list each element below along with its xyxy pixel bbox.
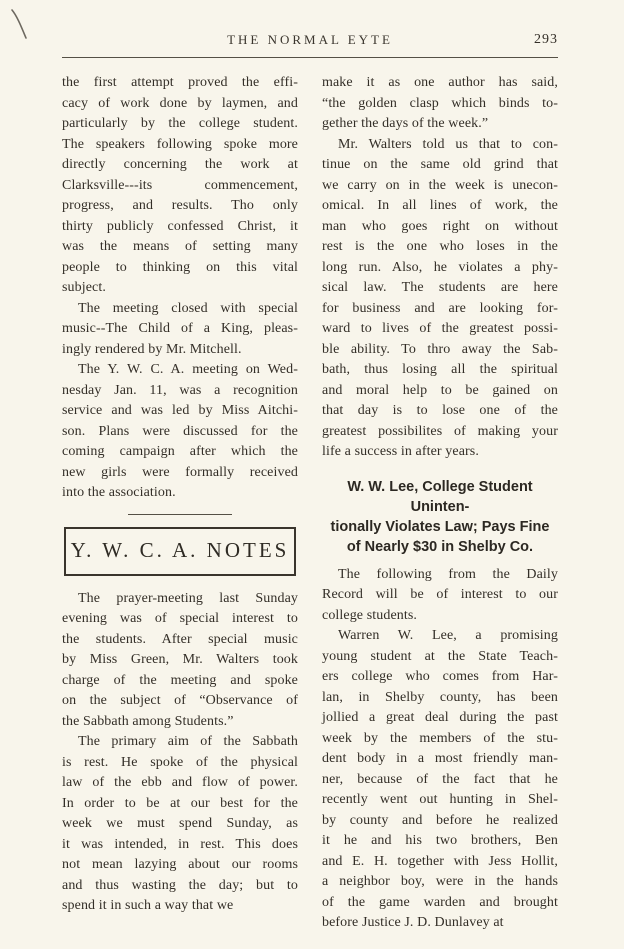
text-line: particularly by the college student. [62,116,298,131]
text-line: jollied a great deal during the past [322,710,558,725]
header-rule [62,57,558,58]
text-line: bath, thus losing all the spiritual [322,362,558,377]
text-line: for business and are looking for- [322,300,558,316]
text-line: recently went out hunting in Shel- [322,792,558,807]
text-line: it he and his two brothers, Ben [322,833,558,848]
text-line: The prayer-meeting last Sunday [78,590,298,606]
text-line: and thus wasting the day; but to [62,877,298,893]
text-line: “the golden clasp which binds to- [322,95,558,111]
text-line: we carry on in the week is unecon- [322,177,558,193]
text-line: cacy of work done by laymen, and [62,95,298,111]
article-end-divider [128,514,232,515]
paragraph [322,73,558,135]
section-heading-box: Y. W. C. A. NOTES [64,527,296,576]
text-line: subject. [62,280,106,295]
text-line: rest is the one who loses in the [322,239,558,254]
text-line: ble ability. To thro away the Sab- [322,341,558,357]
text-line: The speakers following spoke more [62,136,298,152]
right-column [322,73,558,934]
page-number: 293 [534,32,558,47]
text-line: spend it in such a way that we [62,898,234,913]
text-line: dent body in a most friendly man- [322,751,558,766]
text-line: into the association. [62,485,176,500]
text-line: Mr. Walters told us that to con- [338,136,558,152]
text-line: man who goes right on without [322,218,558,234]
text-line: Warren W. Lee, a promising [338,628,558,643]
text-line: The Y. W. C. A. meeting on Wed- [78,362,298,377]
text-line: a neighbor boy, were in the hands [322,874,558,889]
text-line: by Miss Green, Mr. Walters took [62,652,298,667]
text-line: people to thinking on this vital [62,259,298,275]
text-line: nesday Jan. 11, was a recognition [62,382,298,398]
page-header [62,32,558,49]
text-line: long run. Also, he violates a phy- [322,259,558,275]
paragraph [62,73,298,299]
paragraph [62,360,298,504]
text-line: Clarksville---its commencement, [62,177,298,193]
text-line: sical law. The students are here [322,280,558,295]
text-line: week by the members of the stu- [322,730,558,746]
heading-line: tionally Violates Law; Pays Fine [330,518,550,535]
text-line: and moral help to be gained on [322,382,558,398]
text-line: coming campaign after which the [62,444,298,459]
text-line: charge of the meeting and spoke [62,672,298,688]
text-line: service and was led by Miss Aitchi- [62,403,298,418]
text-line: evening was of special interest to [62,611,298,626]
text-line: make it as one author has said, [322,75,558,90]
text-line: by county and before he realized [322,812,558,828]
text-line: life a success in after years. [322,444,479,459]
text-line: The following from the Daily [338,566,558,582]
left-column [62,73,298,934]
text-line: and E. H. together with Jess Hollit, [322,853,558,869]
text-line: thirty publicly confessed Christ, it [62,218,298,234]
article-heading [322,477,558,557]
text-line: the students. After special music [62,631,298,647]
paragraph [322,135,558,463]
text-line: new girls were formally received [62,464,298,480]
text-line: progress, and results. Tho only [62,198,298,213]
text-line: young student at the State Teach- [322,648,558,664]
paragraph [62,589,298,733]
text-line: ers college who comes from Har- [322,669,558,684]
paragraph [322,626,558,934]
text-line: greatest possibilites of making your [322,423,558,439]
text-line: before Justice J. D. Dunlavey at [322,915,504,930]
text-line: omical. In all lines of work, the [322,198,558,213]
text-line: that day is to lose one of the [322,403,558,418]
two-column-body [62,73,558,934]
text-line: ner, because of the fact that he [322,771,558,787]
heading-line: W. W. Lee, College Student Uninten- [347,478,533,515]
text-line: In order to be at our best for the [62,795,298,811]
text-line: week we must spend Sunday, as [62,816,298,831]
handwritten-mark-icon [8,4,34,42]
text-line: college students. [322,607,418,623]
heading-line: of Nearly $30 in Shelby Co. [346,538,534,555]
text-line: directly concerning the work at [62,157,298,172]
text-line: it was intended, in rest. This does [62,836,298,852]
text-line: ward to lives of the greatest possi- [322,321,558,336]
text-line: the first attempt proved the effi- [62,75,298,90]
text-line: was the means of setting many [62,239,298,254]
text-line: The primary aim of the Sabbath [78,734,298,749]
text-line: is rest. He spoke of the physical [62,754,298,770]
text-line: son. Plans were discussed for the [62,423,298,439]
text-line: tinue on the same old grind that [322,157,558,172]
text-line: Record will be of interest to our [322,587,558,602]
text-line: gether the days of the week.” [322,116,489,131]
text-line: the Sabbath among Students.” [62,713,234,729]
text-line: ingly rendered by Mr. Mitchell. [62,341,242,357]
text-line: lan, in Shelby county, has been [322,689,558,705]
paragraph [62,299,298,361]
publication-title: THE NORMAL EYTE [227,32,393,47]
text-line: not mean lazying about our rooms [62,857,298,872]
paragraph [322,565,558,627]
text-line: The meeting closed with special [78,300,298,316]
text-line: law of the ebb and flow of power. [62,775,298,790]
text-line: on the subject of “Observance of [62,693,298,708]
text-line: of the game warden and brought [322,894,558,910]
text-line: music--The Child of a King, pleas- [62,321,298,336]
paragraph [62,732,298,917]
